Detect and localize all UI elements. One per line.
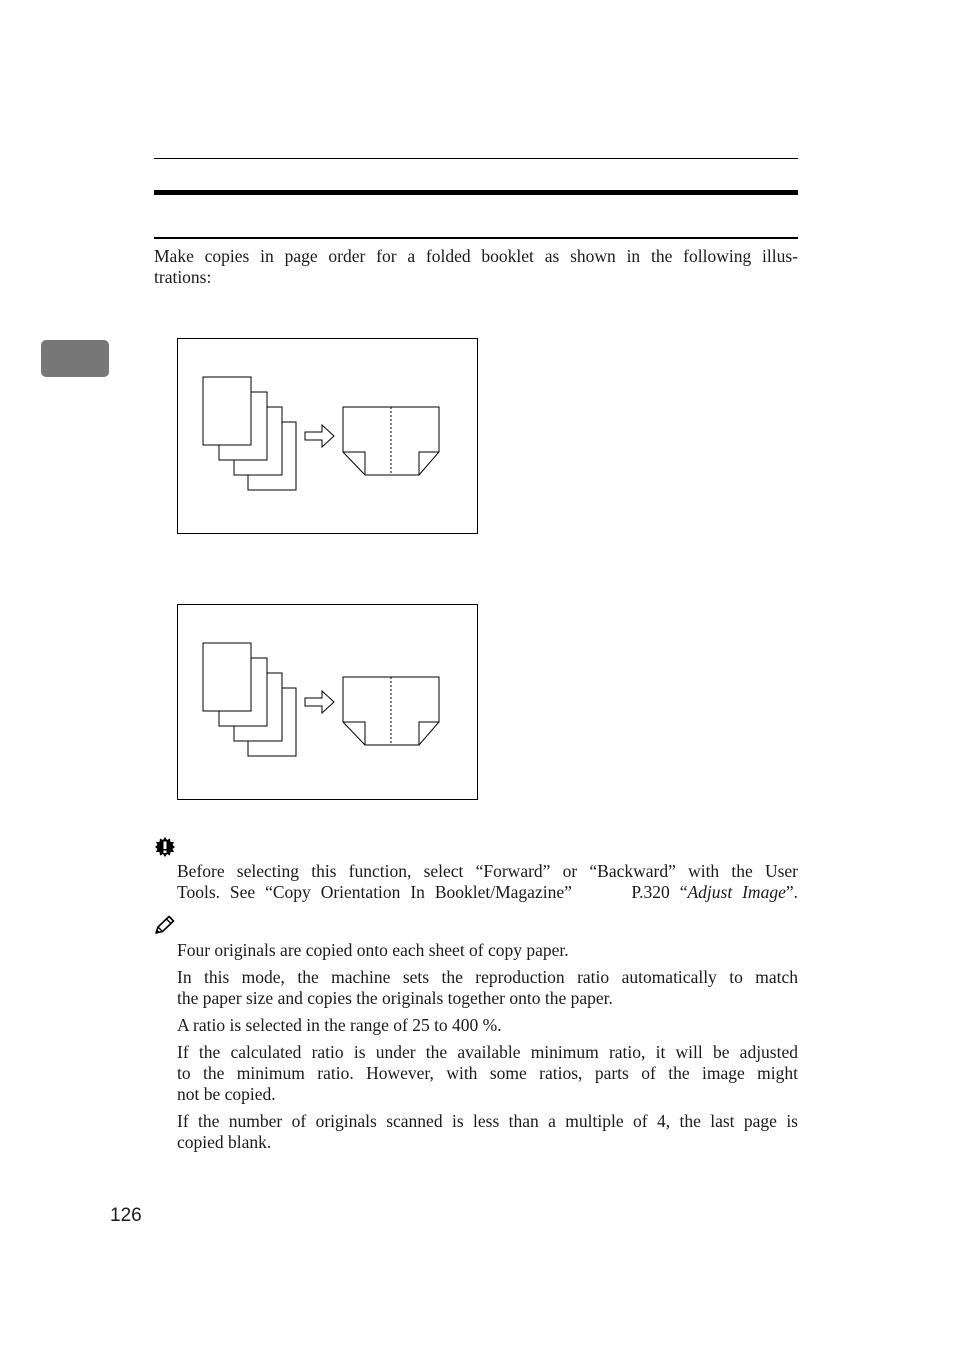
chapter-tab bbox=[41, 340, 109, 377]
intro-line-2: trations: bbox=[154, 267, 212, 287]
note-item-4-line-1: If the calculated ratio is under the available minimum ratio, it will be adjusted bbox=[177, 1042, 798, 1062]
page-reference: P.320 “ bbox=[631, 882, 688, 902]
header-rule-bottom bbox=[154, 237, 798, 239]
arrow-icon bbox=[305, 425, 334, 447]
note-item-4 bbox=[177, 1042, 798, 1105]
page-reference-title: Adjust Image bbox=[687, 882, 786, 902]
note-item-4-line-3: not be copied. bbox=[177, 1084, 276, 1104]
original-sheet-1 bbox=[203, 377, 251, 445]
booklet-diagram-2 bbox=[178, 605, 477, 799]
booklet-illustration-2 bbox=[177, 604, 478, 800]
arrow-icon bbox=[305, 691, 334, 713]
note-item-5-line-2: copied blank. bbox=[177, 1132, 272, 1152]
important-line-1: Before selecting this function, select “Forward” or “Backward” with the User bbox=[177, 861, 798, 881]
page-reference-end: ”. bbox=[785, 882, 798, 902]
note-item-4-line-2: to the minimum ratio. However, with some ratios, parts of the image might bbox=[177, 1063, 798, 1083]
note-item-2-line-1: In this mode, the machine sets the reproduction ratio automatically to match bbox=[177, 967, 798, 987]
note-item-5-line-1: If the number of originals scanned is less than a multiple of 4, the last page is bbox=[177, 1111, 798, 1131]
note-item-2 bbox=[177, 967, 798, 1009]
intro-line-1: Make copies in page order for a folded booklet as shown in the following illus- bbox=[154, 246, 798, 266]
note-item-3 bbox=[177, 1015, 798, 1036]
note-item-1-line-1: Four originals are copied onto each sheet of copy paper. bbox=[177, 940, 569, 960]
important-reference-text: Tools. See “Copy Orientation In Booklet/Magazine” bbox=[177, 882, 572, 902]
note-item-5 bbox=[177, 1111, 798, 1153]
important-text bbox=[177, 861, 798, 903]
header-rule-thick bbox=[154, 190, 798, 195]
booklet-diagram-1 bbox=[178, 339, 477, 533]
booklet-illustration-1 bbox=[177, 338, 478, 534]
important-icon bbox=[154, 836, 176, 858]
page-number: 126 bbox=[110, 1205, 142, 1226]
note-item-1 bbox=[177, 940, 798, 961]
note-item-3-line-1: A ratio is selected in the range of 25 to 400 %. bbox=[177, 1015, 502, 1035]
pencil-note-icon bbox=[154, 915, 176, 935]
note-item-2-line-2: the paper size and copies the originals together onto the paper. bbox=[177, 988, 613, 1008]
original-sheet-1 bbox=[203, 643, 251, 711]
header-rule-thin bbox=[154, 158, 798, 159]
important-line-2 bbox=[177, 882, 798, 903]
intro-paragraph bbox=[154, 246, 798, 288]
